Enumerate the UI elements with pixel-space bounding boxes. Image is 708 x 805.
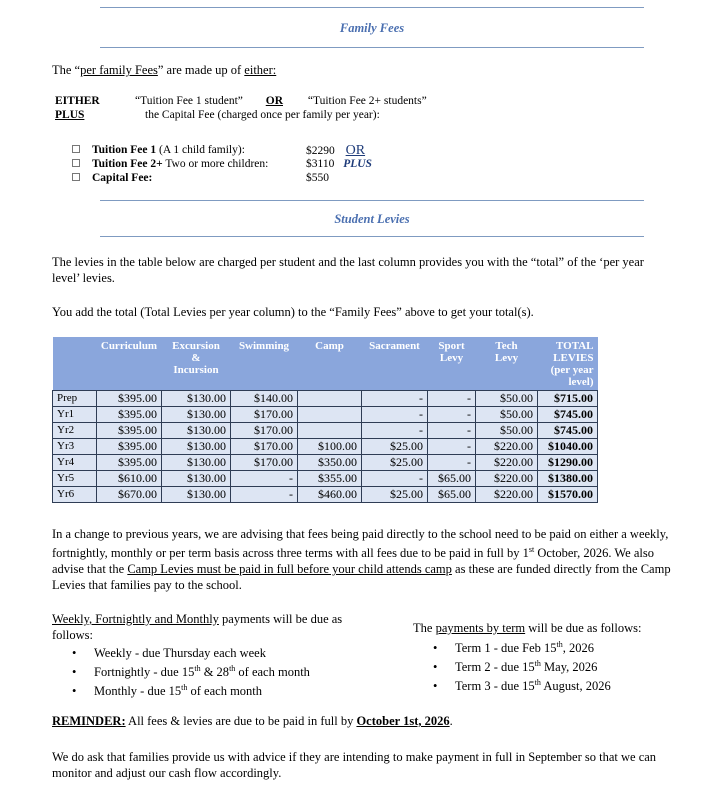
curriculum-cell: $395.00 xyxy=(97,406,162,422)
swimming-cell: - xyxy=(231,486,298,502)
levies-table xyxy=(52,337,598,503)
year-level-cell: Yr1 xyxy=(53,406,97,422)
either-options: “Tuition Fee 1 student” OR “Tuition Fee 2+ students” xyxy=(135,95,427,107)
excursion-cell: $130.00 xyxy=(162,406,231,422)
table-header-row xyxy=(53,337,598,390)
column-header: Curriculum xyxy=(97,337,162,390)
camp-cell: $460.00 xyxy=(298,486,362,502)
family-fees-heading: Family Fees xyxy=(339,21,405,35)
curriculum-cell: $670.00 xyxy=(97,486,162,502)
camp-cell xyxy=(298,406,362,422)
camp-cell: $355.00 xyxy=(298,470,362,486)
term-list xyxy=(433,637,611,694)
student-levies-heading: Student Levies xyxy=(334,212,410,226)
fee-item: Tuition Fee 1 (A 1 child family): xyxy=(72,143,245,158)
closing-paragraph: We do ask that families provide us with advice if they are intending to make payment in full in September so that we can monitor and adjust our cash flow accordingly. xyxy=(52,750,657,780)
list-item: • Term 2 - due 15th May, 2026 xyxy=(433,656,611,675)
table-row xyxy=(53,390,598,406)
plus-text: the Capital Fee (charged once per family per year): xyxy=(145,109,380,121)
table-row xyxy=(53,438,598,454)
excursion-cell: $130.00 xyxy=(162,390,231,406)
fee-amount: $3110 PLUS xyxy=(306,158,372,170)
column-header: Swimming xyxy=(231,337,298,390)
excursion-cell: $130.00 xyxy=(162,422,231,438)
total-levies-cell: $715.00 xyxy=(538,390,598,406)
tech-cell: $220.00 xyxy=(476,470,538,486)
table-row xyxy=(53,454,598,470)
excursion-cell: $130.00 xyxy=(162,470,231,486)
swimming-cell: $170.00 xyxy=(231,438,298,454)
tech-cell: $50.00 xyxy=(476,390,538,406)
list-item: • Term 3 - due 15th August, 2026 xyxy=(433,675,611,694)
sacrament-cell: - xyxy=(362,422,428,438)
swimming-cell: $170.00 xyxy=(231,406,298,422)
checkbox-icon xyxy=(72,159,80,167)
swimming-cell: $140.00 xyxy=(231,390,298,406)
table-row xyxy=(53,486,598,502)
list-item: • Fortnightly - due 15th & 28th of each month xyxy=(72,661,310,680)
sport-cell: - xyxy=(428,406,476,422)
curriculum-cell: $395.00 xyxy=(97,438,162,454)
family-fees-intro: The “per family Fees” are made up of either: xyxy=(52,63,277,77)
either-label: EITHER xyxy=(55,95,100,107)
levies-paragraph-total: You add the total (Total Levies per year column) to the “Family Fees” above to get your total(s). xyxy=(52,305,534,319)
table-row xyxy=(53,470,598,486)
sport-cell: $65.00 xyxy=(428,486,476,502)
checkbox-icon xyxy=(72,173,80,181)
column-header: Camp xyxy=(298,337,362,390)
divider xyxy=(100,47,644,48)
column-header xyxy=(53,337,97,390)
total-levies-cell: $1570.00 xyxy=(538,486,598,502)
fee-amount: $2290 OR xyxy=(306,143,366,158)
tech-cell: $50.00 xyxy=(476,406,538,422)
sacrament-cell: $25.00 xyxy=(362,438,428,454)
column-header: Sport Levy xyxy=(428,337,476,390)
checkbox-icon xyxy=(72,145,80,153)
column-header: TOTAL LEVIES (per year level) xyxy=(538,337,598,390)
plus-label: PLUS xyxy=(55,109,85,121)
column-header: Excursion & Incursion xyxy=(162,337,231,390)
curriculum-cell: $610.00 xyxy=(97,470,162,486)
sport-cell: $65.00 xyxy=(428,470,476,486)
tech-cell: $50.00 xyxy=(476,422,538,438)
table-row xyxy=(53,422,598,438)
year-level-cell: Yr2 xyxy=(53,422,97,438)
levies-paragraph: The levies in the table below are charged per student and the last column provides you with the “total” of the ‘per year level’ levies. xyxy=(52,255,644,285)
total-levies-cell: $1040.00 xyxy=(538,438,598,454)
total-levies-cell: $745.00 xyxy=(538,422,598,438)
year-level-cell: Yr4 xyxy=(53,454,97,470)
total-levies-cell: $1380.00 xyxy=(538,470,598,486)
excursion-cell: $130.00 xyxy=(162,486,231,502)
sport-cell: - xyxy=(428,438,476,454)
term-heading: The payments by term will be due as follows: xyxy=(413,621,642,635)
swimming-cell: - xyxy=(231,470,298,486)
total-levies-cell: $1290.00 xyxy=(538,454,598,470)
sport-cell: - xyxy=(428,454,476,470)
sport-cell: - xyxy=(428,422,476,438)
year-level-cell: Yr6 xyxy=(53,486,97,502)
year-level-cell: Prep xyxy=(53,390,97,406)
sacrament-cell: $25.00 xyxy=(362,454,428,470)
divider xyxy=(100,200,644,201)
table-row xyxy=(53,406,598,422)
year-level-cell: Yr3 xyxy=(53,438,97,454)
list-item: • Weekly - due Thursday each week xyxy=(72,645,310,661)
year-level-cell: Yr5 xyxy=(53,470,97,486)
camp-cell: $100.00 xyxy=(298,438,362,454)
tech-cell: $220.00 xyxy=(476,486,538,502)
weekly-heading: Weekly, Fortnightly and Monthly payments will be due as follows: xyxy=(52,612,343,642)
curriculum-cell: $395.00 xyxy=(97,390,162,406)
fee-item: Capital Fee: xyxy=(72,171,152,186)
excursion-cell: $130.00 xyxy=(162,454,231,470)
total-levies-cell: $745.00 xyxy=(538,406,598,422)
fee-amount: $550 xyxy=(306,172,329,184)
payment-paragraph: In a change to previous years, we are advising that fees being paid directly to the school need to be paid on either a weekly, fortnightly, monthly or per term basis across three terms with all fees due to be paid in full by 1st October, 2026. We also advise that the Camp Levies must be paid in full before your child attends camp as these are funded directly from the Camp Levies that families pay to the school. xyxy=(52,527,671,593)
list-item: • Monthly - due 15th of each month xyxy=(72,680,310,699)
swimming-cell: $170.00 xyxy=(231,422,298,438)
sacrament-cell: - xyxy=(362,390,428,406)
tech-cell: $220.00 xyxy=(476,438,538,454)
excursion-cell: $130.00 xyxy=(162,438,231,454)
fee-item: Tuition Fee 2+ Two or more children: xyxy=(72,157,268,172)
sacrament-cell: $25.00 xyxy=(362,486,428,502)
camp-cell xyxy=(298,422,362,438)
reminder: REMINDER: All fees & levies are due to be paid in full by October 1st, 2026. xyxy=(52,714,453,728)
sacrament-cell: - xyxy=(362,406,428,422)
tech-cell: $220.00 xyxy=(476,454,538,470)
column-header: Tech Levy xyxy=(476,337,538,390)
divider xyxy=(100,7,644,8)
camp-cell: $350.00 xyxy=(298,454,362,470)
curriculum-cell: $395.00 xyxy=(97,454,162,470)
column-header: Sacrament xyxy=(362,337,428,390)
weekly-list xyxy=(72,645,310,699)
sacrament-cell: - xyxy=(362,470,428,486)
camp-cell xyxy=(298,390,362,406)
curriculum-cell: $395.00 xyxy=(97,422,162,438)
sport-cell: - xyxy=(428,390,476,406)
divider xyxy=(100,236,644,237)
swimming-cell: $170.00 xyxy=(231,454,298,470)
list-item: • Term 1 - due Feb 15th, 2026 xyxy=(433,637,611,656)
